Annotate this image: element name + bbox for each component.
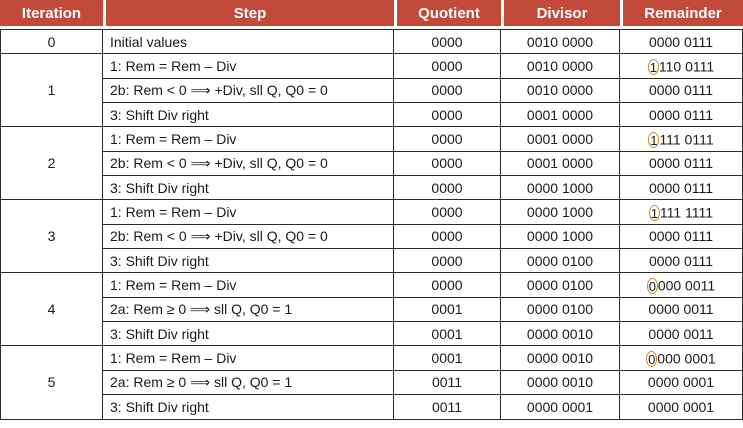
divisor-cell: 0001 0000: [501, 127, 620, 151]
remainder-cell: [620, 346, 743, 370]
remainder-value: 111 0111: [659, 131, 714, 148]
remainder-value: 000 0011: [657, 277, 716, 294]
iteration-cell: 2: [0, 127, 103, 200]
quotient-cell: 0000: [394, 29, 501, 54]
table-row: [0, 127, 743, 151]
divisor-cell: 0000 0100: [501, 298, 620, 322]
table-row: [0, 322, 743, 346]
table-header: [0, 0, 743, 29]
table-row: [0, 346, 743, 370]
step-cell: 2a: Rem ≥ 0 ⟹ sll Q, Q0 = 1: [103, 298, 394, 322]
remainder-value: 000 0001: [657, 350, 716, 367]
iteration-cell: 4: [0, 273, 103, 346]
table-row: [0, 29, 743, 54]
step-cell: 3: Shift Div right: [103, 176, 394, 200]
step-cell: Initial values: [103, 29, 394, 54]
quotient-cell: 0001: [394, 322, 501, 346]
remainder-cell: 0000 0011: [620, 298, 743, 322]
table-row: [0, 54, 743, 78]
remainder-cell: 0000 0111: [620, 249, 743, 273]
quotient-cell: 0000: [394, 79, 501, 103]
remainder-cell: 0000 0111: [620, 103, 743, 127]
step-cell: 3: Shift Div right: [103, 103, 394, 127]
remainder-cell: [620, 200, 743, 224]
divisor-cell: 0000 0100: [501, 273, 620, 297]
sign-bit-circle: 1: [650, 132, 658, 148]
quotient-cell: 0011: [394, 395, 501, 419]
header-remainder: Remainder: [620, 0, 743, 29]
divisor-cell: 0000 1000: [501, 225, 620, 249]
quotient-cell: 0011: [394, 371, 501, 395]
step-cell: 2b: Rem < 0 ⟹ +Div, sll Q, Q0 = 0: [103, 79, 394, 103]
remainder-cell: [620, 127, 743, 151]
step-cell: 1: Rem = Rem – Div: [103, 273, 394, 297]
remainder-cell: [620, 273, 743, 297]
step-cell: 1: Rem = Rem – Div: [103, 346, 394, 370]
remainder-cell: 0000 0111: [620, 225, 743, 249]
remainder-cell: 0000 0001: [620, 371, 743, 395]
divisor-cell: 0001 0000: [501, 103, 620, 127]
remainder-value: 111 1111: [659, 204, 714, 221]
divisor-cell: 0000 0001: [501, 395, 620, 419]
remainder-cell: 0000 0011: [620, 322, 743, 346]
iteration-cell: 0: [0, 29, 103, 54]
step-cell: 1: Rem = Rem – Div: [103, 200, 394, 224]
quotient-cell: 0000: [394, 103, 501, 127]
remainder-cell: [620, 54, 743, 78]
table-row: [0, 152, 743, 176]
table-row: [0, 176, 743, 200]
table-row: [0, 249, 743, 273]
step-cell: 2b: Rem < 0 ⟹ +Div, sll Q, Q0 = 0: [103, 152, 394, 176]
header-iteration: Iteration: [0, 0, 103, 29]
sign-bit-circle: 0: [648, 278, 656, 294]
sign-bit-circle: 1: [650, 205, 658, 221]
sign-bit-circle: 1: [649, 59, 657, 75]
step-cell: 3: Shift Div right: [103, 249, 394, 273]
quotient-cell: 0000: [394, 152, 501, 176]
divisor-cell: 0000 1000: [501, 176, 620, 200]
table-row: [0, 225, 743, 249]
divisor-cell: 0000 0010: [501, 346, 620, 370]
quotient-cell: 0000: [394, 127, 501, 151]
table-row: [0, 200, 743, 224]
divisor-cell: 0010 0000: [501, 54, 620, 78]
quotient-cell: 0000: [394, 176, 501, 200]
quotient-cell: 0001: [394, 298, 501, 322]
step-cell: 1: Rem = Rem – Div: [103, 127, 394, 151]
table-row: [0, 371, 743, 395]
header-quotient: Quotient: [394, 0, 501, 29]
quotient-cell: 0000: [394, 249, 501, 273]
step-cell: 2b: Rem < 0 ⟹ +Div, sll Q, Q0 = 0: [103, 225, 394, 249]
quotient-cell: 0001: [394, 346, 501, 370]
divisor-cell: 0010 0000: [501, 79, 620, 103]
table-row: [0, 395, 743, 419]
quotient-cell: 0000: [394, 54, 501, 78]
iteration-cell: 1: [0, 54, 103, 127]
table-row: [0, 103, 743, 127]
remainder-cell: 0000 0111: [620, 152, 743, 176]
quotient-cell: 0000: [394, 225, 501, 249]
divisor-cell: 0000 1000: [501, 200, 620, 224]
remainder-value: 110 0111: [658, 58, 715, 75]
header-step: Step: [103, 0, 394, 29]
divisor-cell: 0010 0000: [501, 29, 620, 54]
remainder-cell: 0000 0111: [620, 29, 743, 54]
table-body: [0, 29, 743, 420]
remainder-cell: 0000 0111: [620, 79, 743, 103]
header-divisor: Divisor: [501, 0, 620, 29]
table-row: [0, 273, 743, 297]
iteration-cell: 5: [0, 346, 103, 419]
divisor-cell: 0000 0010: [501, 322, 620, 346]
step-cell: 3: Shift Div right: [103, 395, 394, 419]
step-cell: 3: Shift Div right: [103, 322, 394, 346]
quotient-cell: 0000: [394, 273, 501, 297]
sign-bit-circle: 0: [648, 351, 656, 367]
table-row: [0, 79, 743, 103]
iteration-cell: 3: [0, 200, 103, 273]
table-row: [0, 298, 743, 322]
remainder-cell: 0000 0001: [620, 395, 743, 419]
quotient-cell: 0000: [394, 200, 501, 224]
remainder-cell: 0000 0111: [620, 176, 743, 200]
divisor-cell: 0001 0000: [501, 152, 620, 176]
divisor-cell: 0000 0100: [501, 249, 620, 273]
step-cell: 1: Rem = Rem – Div: [103, 54, 394, 78]
step-cell: 2a: Rem ≥ 0 ⟹ sll Q, Q0 = 1: [103, 371, 394, 395]
header-row: [0, 0, 743, 29]
divisor-cell: 0000 0010: [501, 371, 620, 395]
